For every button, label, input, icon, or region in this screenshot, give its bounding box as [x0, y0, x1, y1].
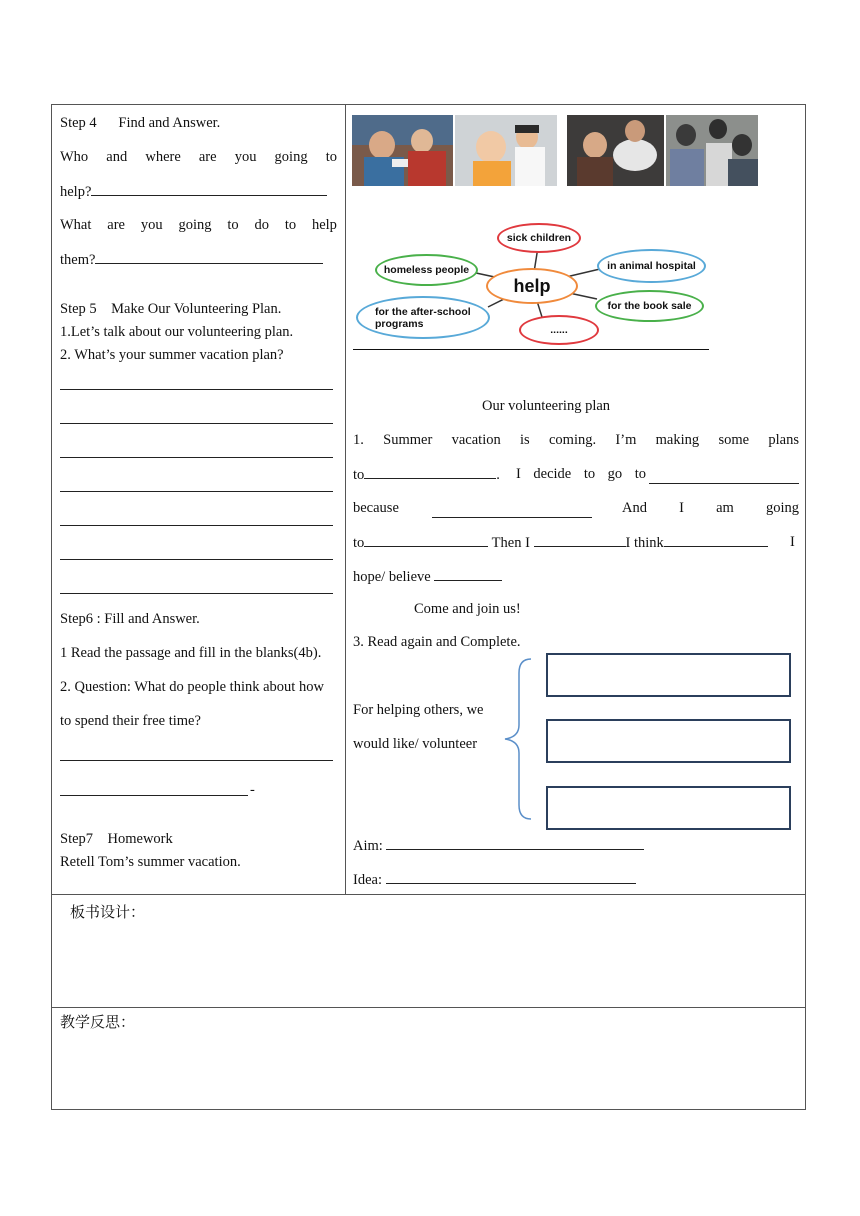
plan-line4	[353, 533, 768, 552]
idea-line	[353, 870, 636, 889]
column-divider	[345, 105, 346, 895]
step6-item2-cont: to spend their free time?	[60, 713, 201, 729]
writing-line[interactable]	[60, 760, 333, 761]
word: to	[583, 466, 596, 482]
dash: -	[250, 782, 255, 798]
answer-box-2[interactable]	[546, 719, 791, 763]
plan-line3-because: because	[353, 500, 399, 516]
word: coming.	[549, 432, 597, 448]
step4-question1-end	[60, 182, 327, 201]
plan-line1	[353, 431, 799, 449]
step6-title: Step6 : Fill and Answer.	[60, 611, 200, 627]
word: I	[679, 500, 684, 516]
lesson-plan-table	[51, 104, 806, 1110]
word: to	[325, 149, 337, 165]
photo-homeless-help	[352, 115, 453, 186]
answer-blank[interactable]	[364, 465, 496, 479]
plan-line3-words	[622, 499, 799, 517]
node-more: ......	[519, 315, 599, 345]
node-after-school-programs: for the after-school programs	[356, 296, 490, 339]
text: .	[496, 467, 500, 483]
word: are	[107, 217, 125, 233]
word: I	[516, 466, 521, 482]
answer-blank[interactable]	[534, 533, 626, 547]
word: And	[622, 500, 647, 516]
writing-line[interactable]	[60, 525, 333, 526]
word: to	[634, 466, 646, 482]
word: where	[145, 149, 181, 165]
reflection-label: 教学反思：	[60, 1013, 136, 1031]
step5-item1: 1.Let’s talk about our volunteering plan.	[60, 324, 294, 340]
node-homeless-people: homeless people	[375, 254, 478, 286]
word: Who	[60, 149, 89, 165]
mindmap-underline	[353, 349, 709, 350]
photo-image	[666, 115, 758, 186]
photo-animal-hospital	[567, 115, 664, 186]
photo-sick-children	[455, 115, 557, 186]
node-sick-children: sick children	[497, 223, 581, 253]
word: vacation	[451, 432, 501, 448]
word: plans	[768, 432, 799, 448]
plan-title: Our volunteering plan	[482, 398, 611, 414]
step5-item2: 2. What’s your summer vacation plan?	[60, 347, 284, 363]
word: going	[274, 149, 308, 165]
item3-title: 3. Read again and Complete.	[353, 634, 521, 650]
answer-blank[interactable]	[664, 533, 768, 547]
row-divider	[52, 1007, 805, 1008]
text: hope/ believe	[353, 569, 431, 585]
writing-line[interactable]	[60, 795, 248, 796]
word: to	[227, 217, 239, 233]
plan-line2-words	[516, 465, 646, 483]
plan-join: Come and join us!	[414, 601, 521, 617]
text: Idea:	[353, 872, 382, 888]
step7-title: Step7 Homework	[60, 831, 173, 847]
answer-blank[interactable]	[364, 533, 488, 547]
writing-line[interactable]	[60, 559, 333, 560]
word: and	[106, 149, 128, 165]
word: 1.	[353, 432, 364, 448]
text: them?	[60, 252, 96, 268]
photo-image	[352, 115, 453, 186]
step5-title: Step 5 Make Our Volunteering Plan.	[60, 301, 282, 317]
photo-book-sale	[666, 115, 758, 186]
plan-line5	[353, 567, 502, 586]
word: do	[254, 217, 269, 233]
word: you	[140, 217, 163, 233]
writing-line[interactable]	[60, 423, 333, 424]
answer-blank[interactable]	[386, 836, 644, 850]
writing-line[interactable]	[60, 491, 333, 492]
step4-question1	[60, 148, 337, 166]
node-book-sale: for the book sale	[595, 290, 704, 322]
answer-blank[interactable]	[386, 870, 636, 884]
word: making	[655, 432, 700, 448]
writing-line[interactable]	[60, 593, 333, 594]
step6-item1: 1 Read the passage and fill in the blanks(4b).	[60, 645, 322, 661]
photo-image	[567, 115, 664, 186]
word: decide	[533, 466, 572, 482]
answer-blank[interactable]	[432, 504, 592, 518]
text: Aim:	[353, 838, 383, 854]
curly-brace	[497, 657, 537, 821]
word: you	[234, 149, 257, 165]
answer-box-1[interactable]	[546, 653, 791, 697]
aim-line	[353, 836, 644, 855]
word: going	[178, 217, 212, 233]
helping-line2: would like/ volunteer	[353, 736, 478, 752]
node-animal-hospital: in animal hospital	[597, 249, 706, 283]
writing-line[interactable]	[60, 457, 333, 458]
text: Then I	[491, 535, 530, 551]
answer-blank[interactable]	[649, 470, 799, 484]
answer-blank[interactable]	[434, 567, 502, 581]
word: am	[716, 500, 734, 516]
writing-line[interactable]	[60, 389, 333, 390]
row-divider	[52, 894, 805, 895]
helping-line1: For helping others, we	[353, 702, 484, 718]
step4-question2	[60, 216, 337, 234]
word: What	[60, 217, 92, 233]
text: help?	[60, 184, 92, 200]
answer-box-3[interactable]	[546, 786, 791, 830]
board-design-label: 板书设计：	[70, 903, 146, 921]
word: go	[607, 466, 623, 482]
word: I’m	[615, 432, 637, 448]
text: to	[353, 535, 365, 551]
step7-item: Retell Tom’s summer vacation.	[60, 854, 241, 870]
answer-blank[interactable]	[95, 250, 323, 264]
answer-blank[interactable]	[91, 182, 327, 196]
plan-line4-end: I	[790, 534, 795, 550]
photo-image	[455, 115, 557, 186]
text: I think	[625, 535, 664, 551]
word: help	[311, 217, 337, 233]
step4-question2-end	[60, 250, 323, 269]
word: are	[198, 149, 217, 165]
word: going	[765, 500, 799, 516]
word: some	[718, 432, 750, 448]
word: to	[284, 217, 297, 233]
step4-title: Step 4 Find and Answer.	[60, 115, 221, 131]
step6-item2: 2. Question: What do people think about how	[60, 679, 324, 695]
word: Summer	[383, 432, 433, 448]
text: to	[353, 467, 365, 483]
node-help-center: help	[486, 268, 578, 304]
word: is	[520, 432, 530, 448]
